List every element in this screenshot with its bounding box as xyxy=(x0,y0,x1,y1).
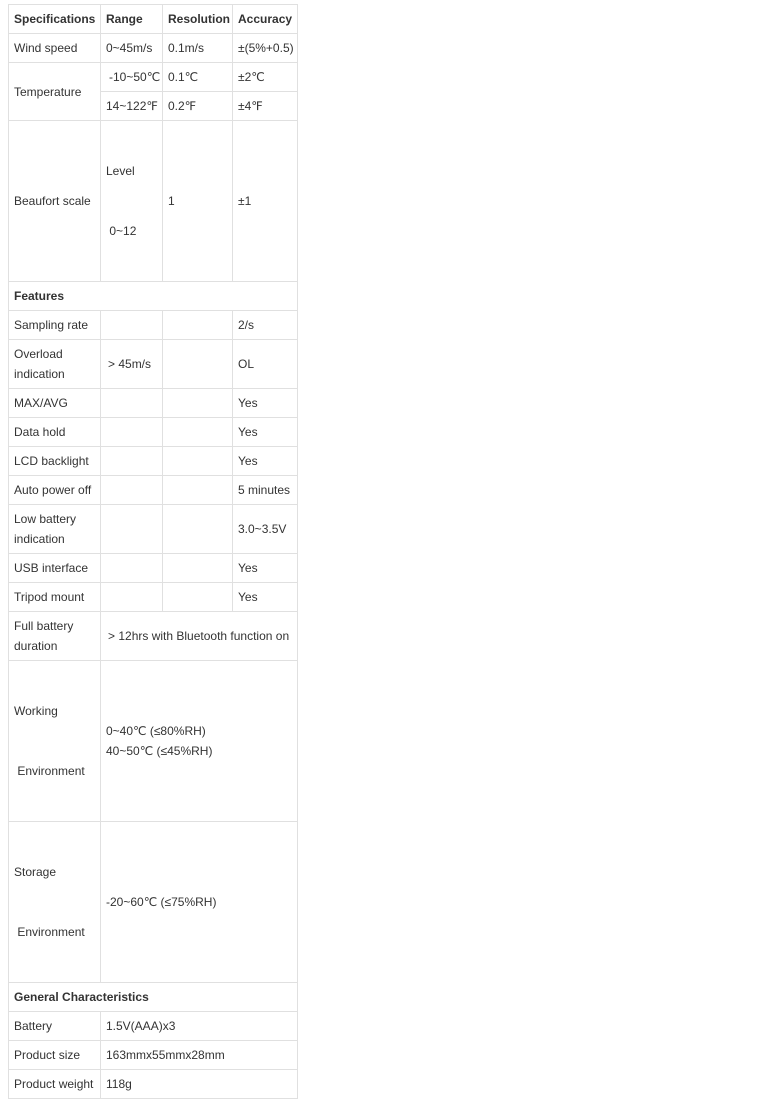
working-env-label-line2: Environment xyxy=(14,764,85,778)
full-battery-label-line1: Full battery xyxy=(14,619,74,633)
lcd-backlight-label: LCD backlight xyxy=(9,447,101,476)
battery-value: 1.5V(AAA)x3 xyxy=(101,1012,298,1041)
header-resolution: Resolution xyxy=(163,5,233,34)
lcd-backlight-value: Yes xyxy=(233,447,298,476)
temperature-c-accuracy: ±2℃ xyxy=(233,63,298,92)
overload-label-line2: indication xyxy=(14,367,65,381)
tripod-mount-value: Yes xyxy=(233,583,298,612)
temperature-f-range: 14~122℉ xyxy=(101,92,163,121)
table-row xyxy=(9,447,298,476)
table-row xyxy=(9,311,298,340)
product-weight-label: Product weight xyxy=(9,1070,101,1099)
section-row xyxy=(9,282,298,311)
product-size-label: Product size xyxy=(9,1041,101,1070)
beaufort-range-line2: 0~12 xyxy=(106,224,137,238)
usb-interface-value: Yes xyxy=(233,554,298,583)
header-range: Range xyxy=(101,5,163,34)
table-row xyxy=(9,554,298,583)
beaufort-resolution: 1 xyxy=(163,121,233,282)
specifications-table xyxy=(8,4,298,1099)
table-row xyxy=(9,418,298,447)
table-row xyxy=(9,389,298,418)
table-row xyxy=(9,340,298,389)
table-row xyxy=(9,661,298,822)
battery-label: Battery xyxy=(9,1012,101,1041)
features-title: Features xyxy=(9,282,298,311)
temperature-label: Temperature xyxy=(9,63,101,121)
sampling-rate-label: Sampling rate xyxy=(9,311,101,340)
storage-env-value: -20~60℃ (≤75%RH) xyxy=(101,822,298,983)
max-avg-value: Yes xyxy=(233,389,298,418)
working-env-value-line2: 40~50℃ (≤45%RH) xyxy=(106,744,213,758)
low-battery-label xyxy=(9,505,101,554)
table-row xyxy=(9,476,298,505)
working-env-label-line1: Working xyxy=(14,704,58,718)
wind-speed-accuracy: ±(5%+0.5) xyxy=(233,34,298,63)
overload-label-line1: Overload xyxy=(14,347,63,361)
full-battery-value: > 12hrs with Bluetooth function on xyxy=(101,612,298,661)
auto-power-off-label: Auto power off xyxy=(9,476,101,505)
product-weight-value: 118g xyxy=(101,1070,298,1099)
auto-power-off-value: 5 minutes xyxy=(233,476,298,505)
wind-speed-resolution: 0.1m/s xyxy=(163,34,233,63)
working-env-value-line1: 0~40℃ (≤80%RH) xyxy=(106,724,206,738)
usb-interface-label: USB interface xyxy=(9,554,101,583)
table-row xyxy=(9,505,298,554)
wind-speed-label: Wind speed xyxy=(9,34,101,63)
working-env-value xyxy=(101,661,298,822)
storage-env-label-line2: Environment xyxy=(14,925,85,939)
overload-label xyxy=(9,340,101,389)
data-hold-label: Data hold xyxy=(9,418,101,447)
temperature-c-range: -10~50℃ xyxy=(101,63,163,92)
low-battery-label-line1: Low battery xyxy=(14,512,77,526)
wind-speed-range: 0~45m/s xyxy=(101,34,163,63)
temperature-f-accuracy: ±4℉ xyxy=(233,92,298,121)
temperature-c-resolution: 0.1℃ xyxy=(163,63,233,92)
tripod-mount-label: Tripod mount xyxy=(9,583,101,612)
beaufort-range xyxy=(101,121,163,282)
overload-range: > 45m/s xyxy=(101,340,163,389)
product-size-value: 163mmx55mmx28mm xyxy=(101,1041,298,1070)
beaufort-range-line1: Level xyxy=(106,164,135,178)
table-row xyxy=(9,583,298,612)
table-row xyxy=(9,121,298,282)
section-row xyxy=(9,983,298,1012)
header-specifications: Specifications xyxy=(9,5,101,34)
table-row xyxy=(9,1012,298,1041)
working-env-label xyxy=(9,661,101,822)
storage-env-label-line1: Storage xyxy=(14,865,57,879)
header-row xyxy=(9,5,298,34)
table-row xyxy=(9,34,298,63)
table-row xyxy=(9,822,298,983)
storage-env-label xyxy=(9,822,101,983)
full-battery-label xyxy=(9,612,101,661)
low-battery-label-line2: indication xyxy=(14,532,65,546)
table-row xyxy=(9,63,298,92)
beaufort-label: Beaufort scale xyxy=(9,121,101,282)
general-title: General Characteristics xyxy=(9,983,298,1012)
table-row xyxy=(9,1070,298,1099)
low-battery-value: 3.0~3.5V xyxy=(233,505,298,554)
header-accuracy: Accuracy xyxy=(233,5,298,34)
temperature-f-resolution: 0.2℉ xyxy=(163,92,233,121)
sampling-rate-value: 2/s xyxy=(233,311,298,340)
table-row xyxy=(9,1041,298,1070)
data-hold-value: Yes xyxy=(233,418,298,447)
full-battery-label-line2: duration xyxy=(14,639,58,653)
max-avg-label: MAX/AVG xyxy=(9,389,101,418)
overload-value: OL xyxy=(233,340,298,389)
table-row xyxy=(9,612,298,661)
beaufort-accuracy: ±1 xyxy=(233,121,298,282)
